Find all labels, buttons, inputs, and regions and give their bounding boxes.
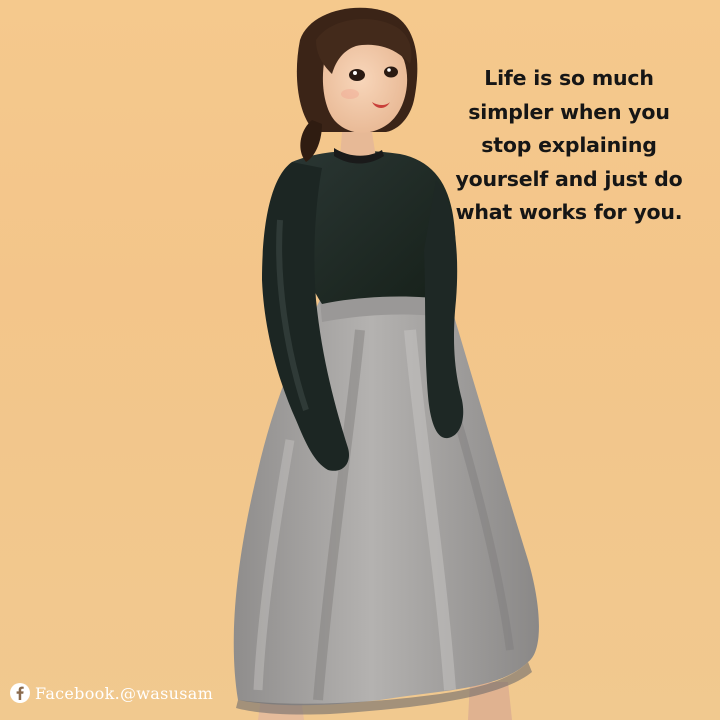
quote-text: Life is so much simpler when you stop explaining yourself and just do what works for you.	[455, 66, 683, 224]
credit-text: Facebook.@wasusam	[35, 683, 214, 703]
credit	[10, 683, 213, 703]
facebook-icon	[10, 683, 30, 703]
